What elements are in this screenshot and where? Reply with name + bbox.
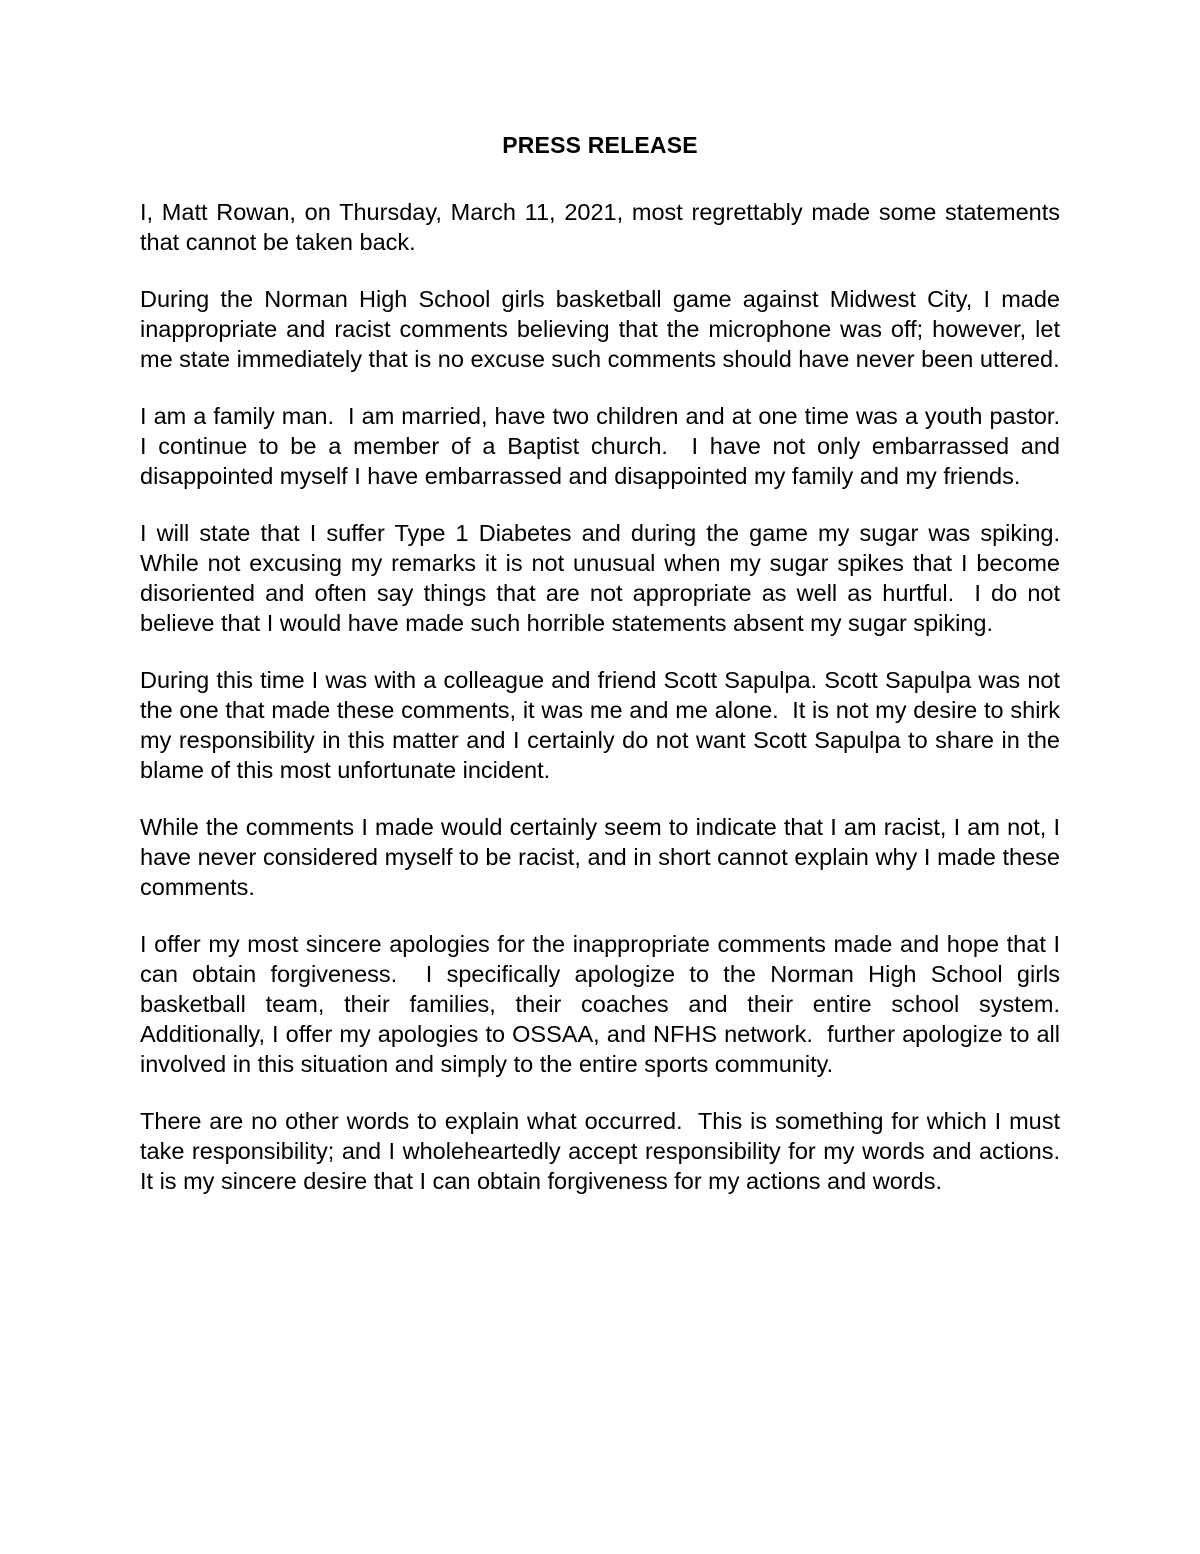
paragraph: I am a family man. I am married, have two children and at one time was a youth pastor. I continue to be a member of a Baptist church. I have not only embarrassed and disappointed myself I have embarrassed and disappointed my family and my friends. xyxy=(140,403,1067,489)
paragraph: I will state that I suffer Type 1 Diabetes and during the game my sugar was spiking. While not excusing my remarks it is not unusual when my sugar spikes that I become disoriented and often say things that are not appropriate as well as hurtful. I do not believe that I would have made such horrible statements absent my sugar spiking. xyxy=(140,520,1067,636)
document-body xyxy=(140,132,1074,1196)
paragraph: There are no other words to explain what occurred. This is something for which I must take responsibility; and I wholeheartedly accept responsibility for my words and actions. It is my sincere desire that I can obtain forgiveness for my actions and words. xyxy=(140,1108,1067,1194)
page-title: PRESS RELEASE xyxy=(502,132,698,158)
paragraph: I, Matt Rowan, on Thursday, March 11, 2021, most regrettably made some statements that cannot be taken back. xyxy=(140,199,1067,255)
paragraph: I offer my most sincere apologies for the inappropriate comments made and hope that I can obtain forgiveness. I specifically apologize to the Norman High School girls basketball team, their families, their coaches and their entire school system. Additionally, I offer my apologies to OSSAA, and NFHS network. further apologize to all involved in this situation and simply to the entire sports community. xyxy=(140,931,1074,1077)
paragraph: During this time I was with a colleague and friend Scott Sapulpa. Scott Sapulpa was not the one that made these comments, it was me and me alone. It is not my desire to shirk my responsibility in this matter and I certainly do not want Scott Sapulpa to share in the blame of this most unfortunate incident. xyxy=(140,667,1067,783)
paragraph: While the comments I made would certainly seem to indicate that I am racist, I am not, I have never considered myself to be racist, and in short cannot explain why I made these comments. xyxy=(140,814,1067,900)
paragraph: During the Norman High School girls basketball game against Midwest City, I made inappropriate and racist comments believing that the microphone was off; however, let me state immediately that is no excuse such comments should have never been uttered. xyxy=(140,286,1067,372)
